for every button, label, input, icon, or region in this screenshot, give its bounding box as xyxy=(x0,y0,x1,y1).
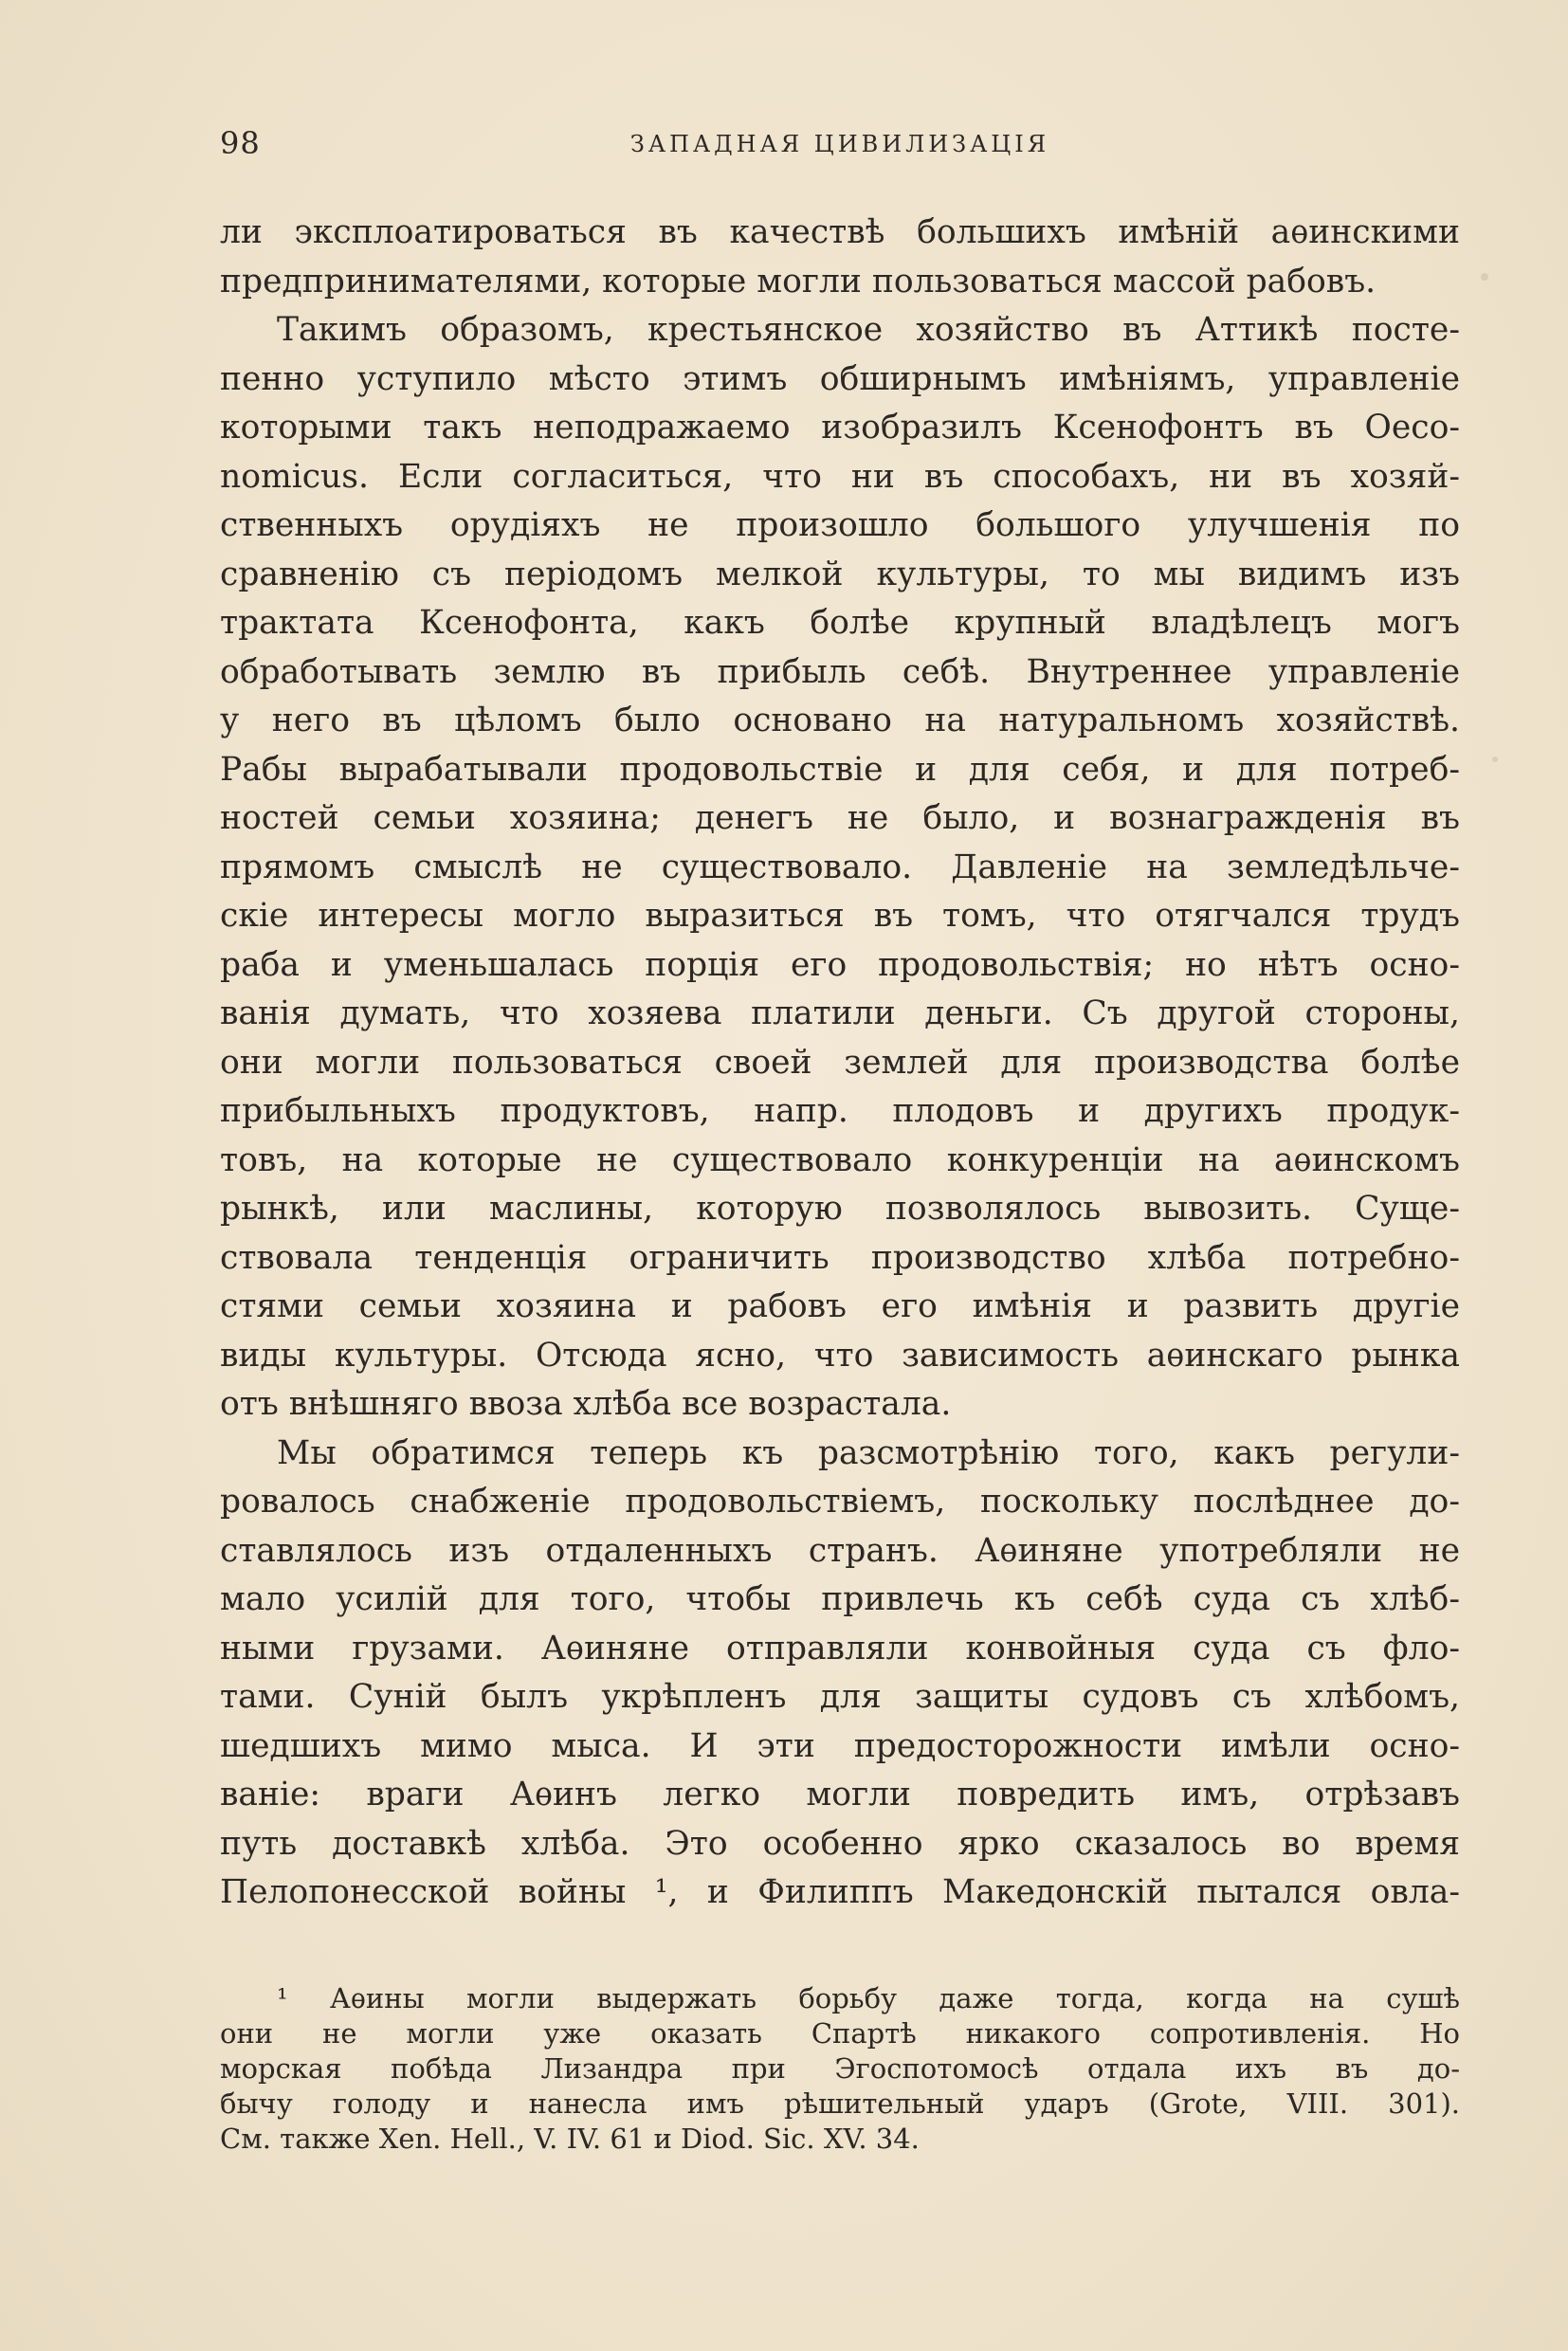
running-title: ЗАПАДНАЯ ЦИВИЛИЗАЦІЯ xyxy=(629,131,1050,157)
text-line: отъ внѣшняго ввоза хлѣба все возрастала. xyxy=(220,1385,952,1423)
text-line: ственныхъ орудіяхъ не произошло большого улучшенія по xyxy=(220,506,1460,544)
text-line: трактата Ксенофонта, какъ болѣе крупный владѣлецъ могъ xyxy=(220,604,1460,642)
footnote-line: морская побѣда Лизандра при Эгоспотомосѣ отдала ихъ въ до- xyxy=(220,2052,1460,2085)
text-line: рынкѣ, или маслины, которую позволялось вывозить. Суще- xyxy=(220,1190,1460,1228)
text-line: ровалось снабженіе продовольствіемъ, поскольку послѣднее до- xyxy=(220,1483,1460,1521)
text-line: ностей семьи хозяина; денегъ не было, и вознагражденія въ xyxy=(220,799,1460,837)
text-line: Такимъ образомъ, крестьянское хозяйство въ Аттикѣ посте- xyxy=(277,311,1460,349)
text-line: прибыльныхъ продуктовъ, напр. плодовъ и другихъ продук- xyxy=(220,1092,1460,1130)
text-line: мало усилій для того, чтобы привлечь къ себѣ суда съ хлѣб- xyxy=(220,1580,1460,1618)
text-line: тами. Суній былъ укрѣпленъ для защиты судовъ съ хлѣбомъ, xyxy=(220,1678,1460,1716)
text-line: ными грузами. Аѳиняне отправляли конвойныя суда съ фло- xyxy=(220,1629,1460,1668)
text-line: товъ, на которые не существовало конкуренціи на аѳинскомъ xyxy=(220,1140,1460,1179)
text-line: обработывать землю въ прибыль себѣ. Внутреннее управленіе xyxy=(220,652,1460,691)
text-line: ванія думать, что хозяева платили деньги. Съ другой стороны, xyxy=(220,994,1460,1032)
text-line: Рабы вырабатывали продовольствіе и для себя, и для потреб- xyxy=(220,750,1460,789)
body-text xyxy=(220,209,1460,1918)
text-line: виды культуры. Отсюда ясно, что зависимость аѳинскаго рынка xyxy=(220,1336,1460,1375)
text-line: у него въ цѣломъ было основано на натуральномъ хозяйствѣ. xyxy=(220,702,1460,739)
text-line: скіе интересы могло выразиться въ томъ, что отягчался трудъ xyxy=(220,897,1460,935)
text-line: предпринимателями, которые могли пользоваться массой рабовъ. xyxy=(220,262,1377,301)
text-line: сравненію съ періодомъ мелкой культуры, то мы видимъ изъ xyxy=(220,555,1460,593)
footnotes xyxy=(220,1981,1460,2157)
text-line: шедшихъ мимо мыса. И эти предосторожности имѣли осно- xyxy=(220,1726,1460,1765)
footnote-line: они не могли уже оказать Спартѣ никакого сопротивленія. Но xyxy=(220,2017,1460,2050)
text-line: раба и уменьшалась порція его продовольствія; но нѣтъ осно- xyxy=(220,945,1460,984)
footnote-line: ¹ Аѳины могли выдержать борьбу даже тогда, когда на сушѣ xyxy=(277,1982,1460,2014)
text-line: прямомъ смыслѣ не существовало. Давленіе на земледѣльче- xyxy=(220,847,1460,886)
text-line: путь доставкѣ хлѣба. Это особенно ярко сказалось во время xyxy=(220,1824,1460,1863)
text-line: ваніе: враги Аѳинъ легко могли повредить имъ, отрѣзавъ xyxy=(220,1776,1460,1813)
text-line: Мы обратимся теперь къ разсмотрѣнію того, какъ регули- xyxy=(277,1433,1460,1472)
footnote-line: бычу голоду и нанесла имъ рѣшительный ударъ (Grote, VIII. 301). xyxy=(220,2087,1460,2120)
text-line: Пелопонесской войны ¹, и Филиппъ Македонскій пытался овла- xyxy=(220,1873,1460,1911)
text-line: пенно уступило мѣсто этимъ обширнымъ имѣніямъ, управленіе xyxy=(220,359,1460,398)
text-line: ли эксплоатироваться въ качествѣ большихъ имѣній аѳинскими xyxy=(220,213,1460,251)
page-header xyxy=(220,125,1460,163)
text-line: которыми такъ неподражаемо изобразилъ Ксенофонтъ въ Oeco- xyxy=(220,409,1460,447)
text-line: они могли пользоваться своей землей для производства болѣе xyxy=(220,1043,1460,1082)
paper-spot xyxy=(1481,273,1488,281)
page-number: 98 xyxy=(220,125,261,161)
paper-spot xyxy=(1492,756,1498,762)
text-line: nomicus. Если согласиться, что ни въ способахъ, ни въ хозяй- xyxy=(220,457,1460,496)
text-line: ствовала тенденція ограничить производство хлѣба потребно- xyxy=(220,1238,1460,1277)
text-line: ставлялось изъ отдаленныхъ странъ. Аѳиняне употребляли не xyxy=(220,1531,1460,1570)
text-line: стями семьи хозяина и рабовъ его имѣнія и развить другіе xyxy=(220,1287,1460,1325)
footnote-line: См. также Xen. Hell., V. IV. 61 и Diod. Sic. XV. 34. xyxy=(220,2123,920,2155)
